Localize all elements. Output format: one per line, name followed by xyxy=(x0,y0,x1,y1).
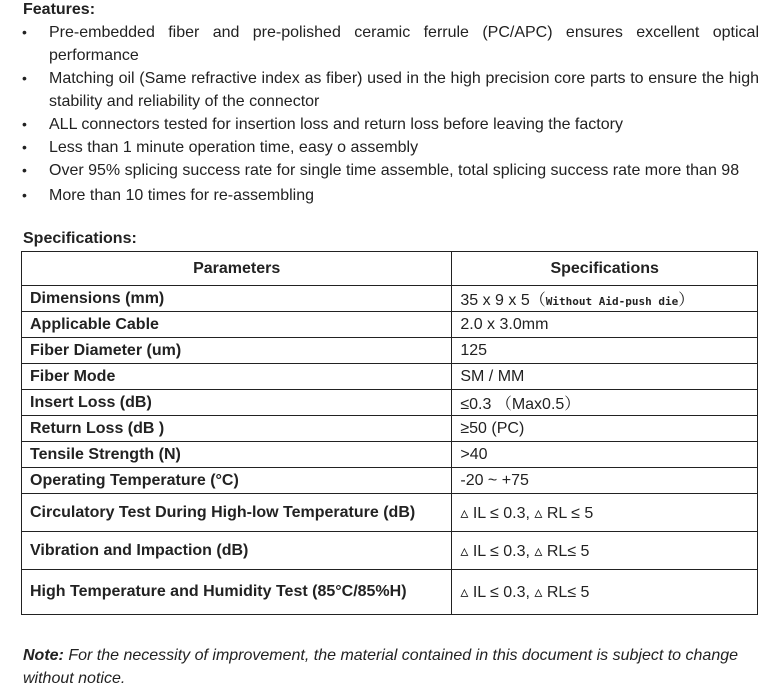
feature-text: Matching oil (Same refractive index as fiber) used in the high precision core parts to ensure the high stability and reliability of the connector xyxy=(49,70,759,110)
bullet-icon: • xyxy=(22,187,27,203)
value-cell: ▵ IL ≤ 0.3, ▵ RL ≤ 5 xyxy=(452,494,758,532)
value-text: 35 x 9 x 5（ xyxy=(460,292,546,309)
table-row xyxy=(22,570,758,615)
table-row xyxy=(22,390,758,416)
feature-item xyxy=(0,21,777,67)
value-cell: ≥50 (PC) xyxy=(452,416,758,442)
table-row xyxy=(22,416,758,442)
value-cell: 2.0 x 3.0mm xyxy=(452,312,758,338)
value-cell: >40 xyxy=(452,442,758,468)
features-heading: Features: xyxy=(23,1,96,18)
value-cell: 125 xyxy=(452,338,758,364)
feature-item xyxy=(0,136,777,159)
table-row xyxy=(22,532,758,570)
table-header-row xyxy=(22,252,758,286)
table-row xyxy=(22,286,758,312)
note-text: For the necessity of improvement, the material contained in this document is subject to change without notice. xyxy=(23,647,739,687)
parameter-cell: Operating Temperature (°C) xyxy=(22,468,452,494)
bullet-icon: • xyxy=(22,116,27,132)
parameter-cell: Return Loss (dB ) xyxy=(22,416,452,442)
note-paragraph xyxy=(23,644,753,690)
value-note: Without Aid-push die xyxy=(545,295,679,308)
specifications-table xyxy=(21,251,758,615)
feature-item xyxy=(0,184,777,207)
bullet-icon: • xyxy=(22,24,27,40)
feature-text: More than 10 times for re-assembling xyxy=(49,187,314,204)
table-row xyxy=(22,494,758,532)
value-tail: ） xyxy=(678,292,695,309)
parameter-cell: Fiber Diameter (um) xyxy=(22,338,452,364)
parameter-cell: Dimensions (mm) xyxy=(22,286,452,312)
parameter-cell: High Temperature and Humidity Test (85°C/85%H) xyxy=(22,570,452,615)
parameter-cell: Circulatory Test During High-low Temperature (dB) xyxy=(22,494,452,532)
table-row xyxy=(22,364,758,390)
parameter-cell: Tensile Strength (N) xyxy=(22,442,452,468)
table-row xyxy=(22,468,758,494)
parameters-column-header: Parameters xyxy=(22,252,452,286)
note-label: Note: xyxy=(23,647,64,664)
parameter-cell: Vibration and Impaction (dB) xyxy=(22,532,452,570)
parameter-cell: Applicable Cable xyxy=(22,312,452,338)
specifications-column-header: Specifications xyxy=(452,252,758,286)
parameter-cell: Fiber Mode xyxy=(22,364,452,390)
value-cell: -20 ~ +75 xyxy=(452,468,758,494)
feature-item xyxy=(0,67,777,113)
value-cell xyxy=(452,286,758,312)
feature-text: Pre-embedded fiber and pre-polished ceramic ferrule (PC/APC) ensures excellent optical performance xyxy=(49,24,759,64)
value-cell: ▵ IL ≤ 0.3, ▵ RL≤ 5 xyxy=(452,532,758,570)
feature-text: Less than 1 minute operation time, easy o assembly xyxy=(49,139,419,156)
value-cell: ≤0.3 （Max0.5） xyxy=(452,390,758,416)
table-row xyxy=(22,442,758,468)
parameter-cell: Insert Loss (dB) xyxy=(22,390,452,416)
feature-text: ALL connectors tested for insertion loss and return loss before leaving the factory xyxy=(49,116,623,133)
bullet-icon: • xyxy=(22,70,27,86)
bullet-icon: • xyxy=(22,162,27,178)
table-row xyxy=(22,338,758,364)
feature-text: Over 95% splicing success rate for single time assemble, total splicing success rate more than 98 xyxy=(49,162,740,179)
value-cell: ▵ IL ≤ 0.3, ▵ RL≤ 5 xyxy=(452,570,758,615)
value-cell: SM / MM xyxy=(452,364,758,390)
table-row xyxy=(22,312,758,338)
features-list xyxy=(0,21,777,207)
bullet-icon: • xyxy=(22,139,27,155)
specifications-heading: Specifications: xyxy=(23,230,137,247)
feature-item xyxy=(0,113,777,136)
feature-item xyxy=(0,159,777,182)
